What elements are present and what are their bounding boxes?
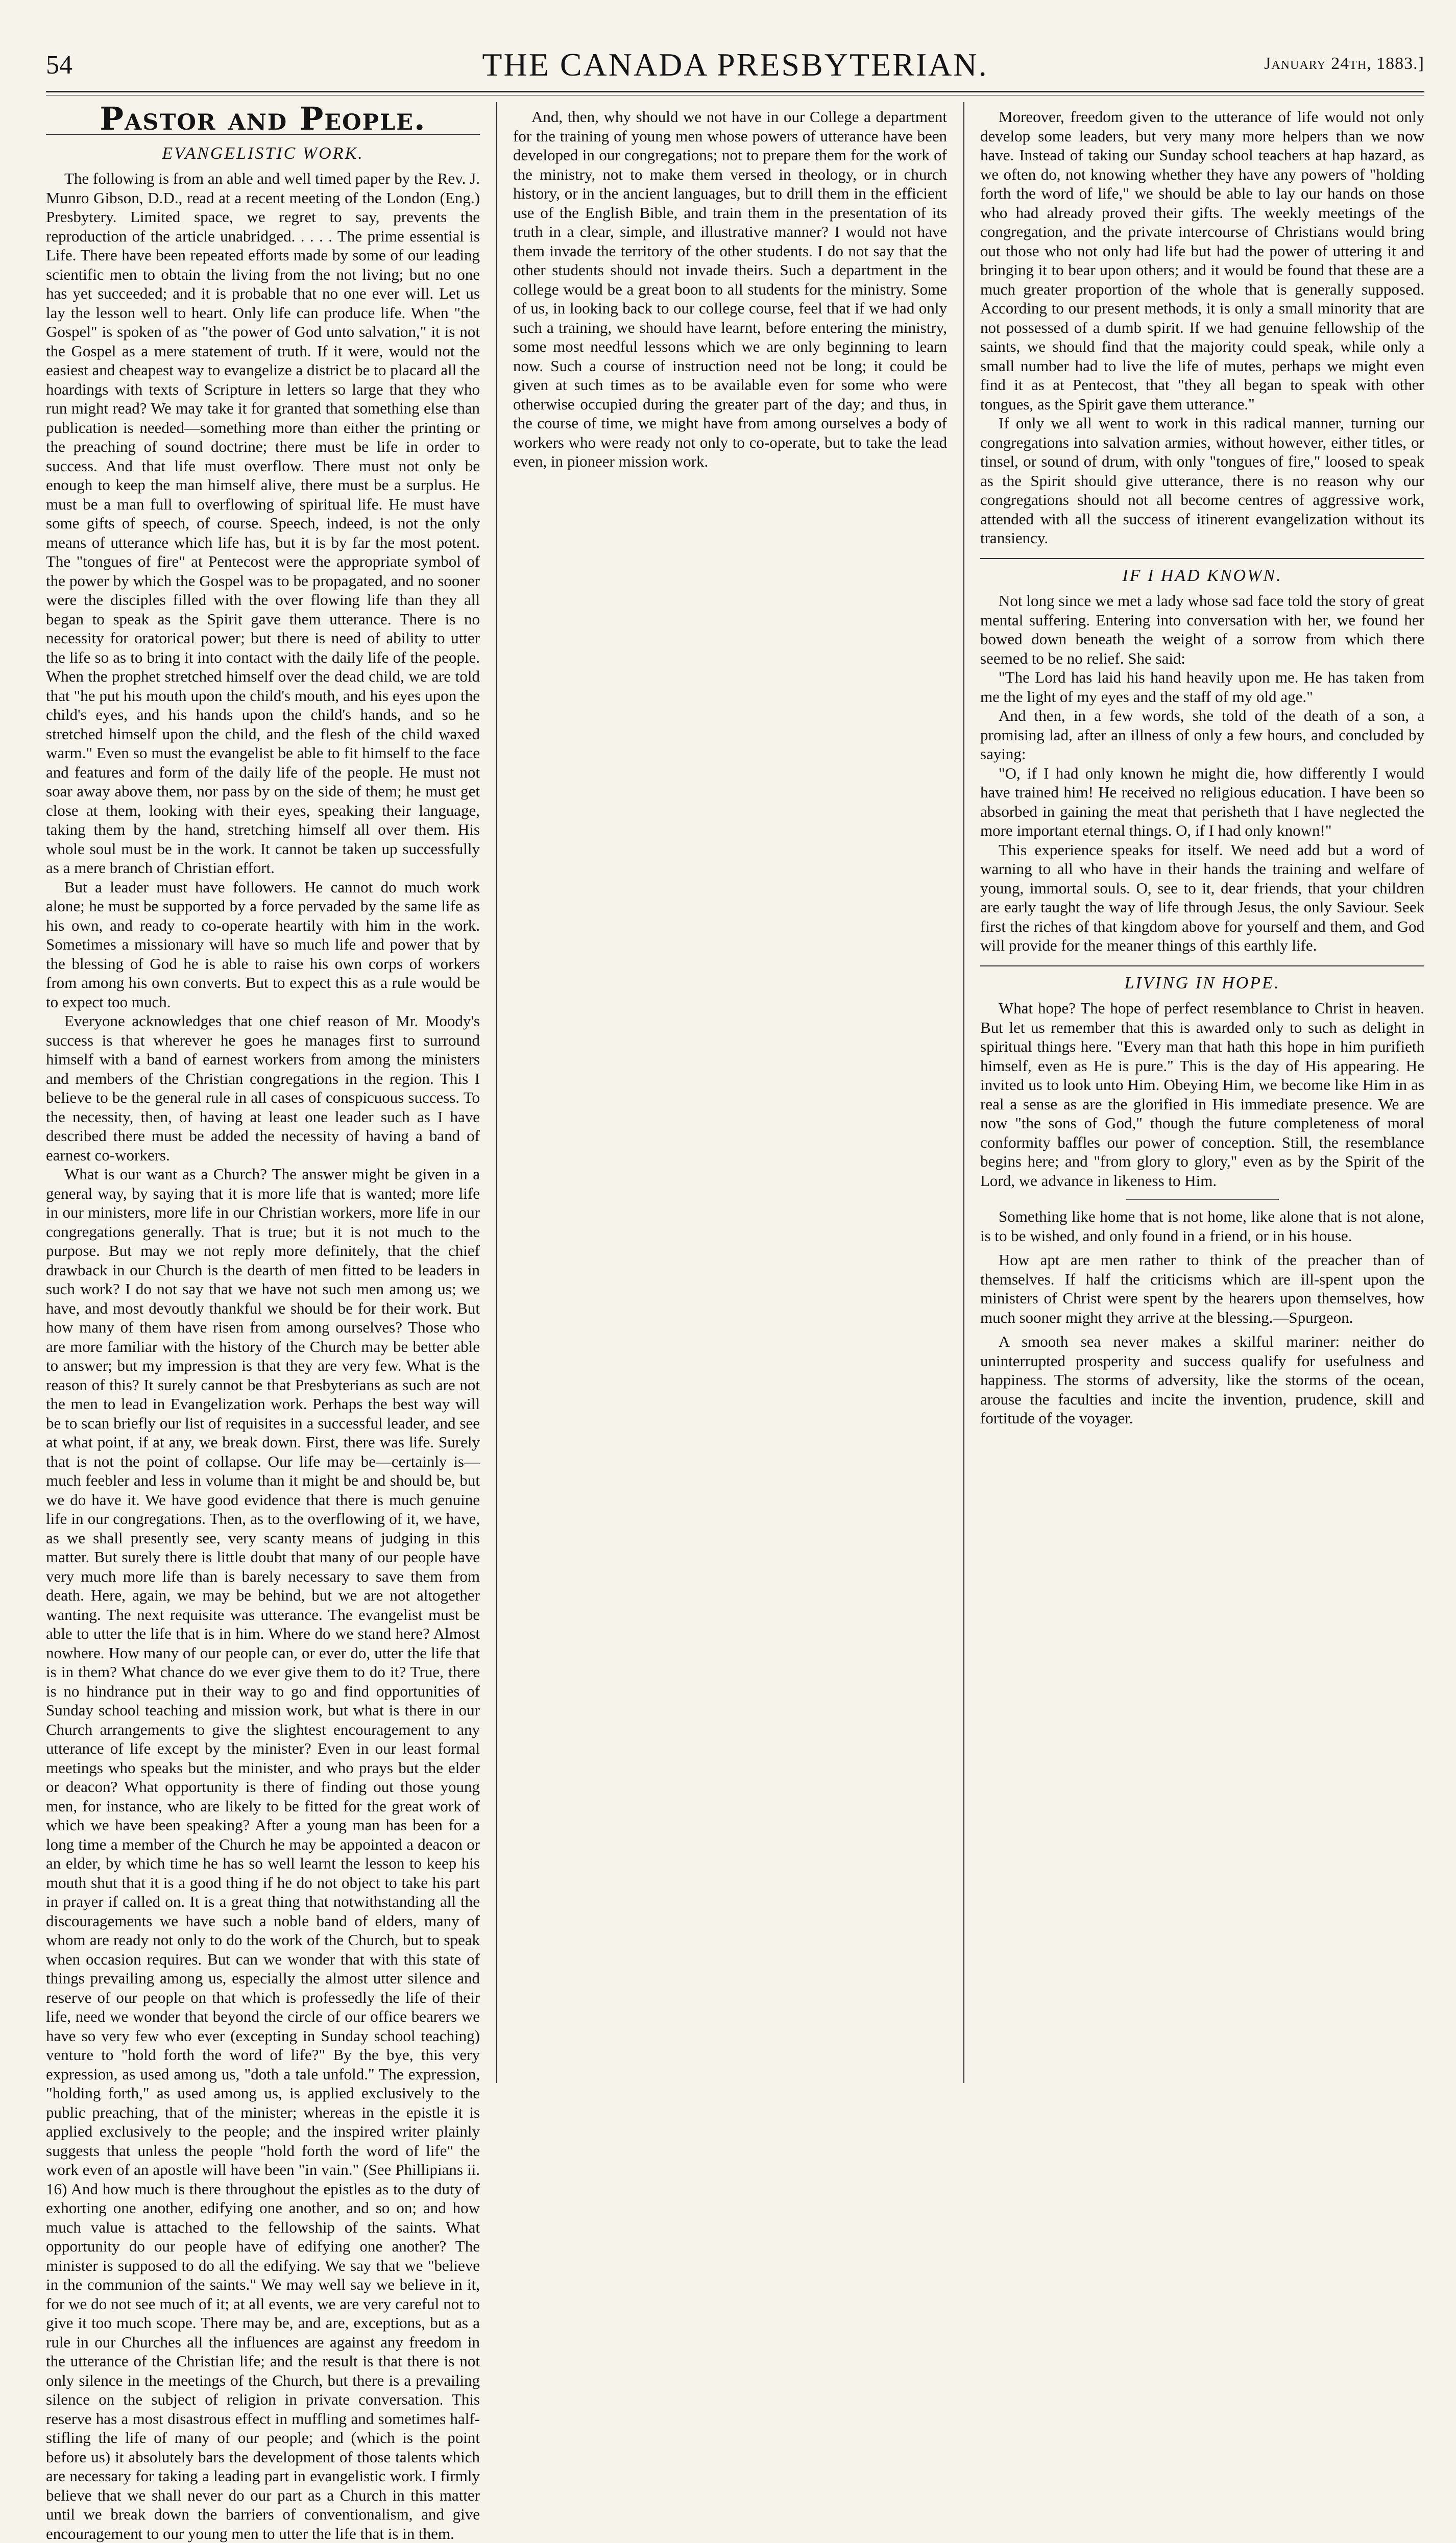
page-number: 54 [46,51,72,80]
header-rule [46,91,1424,92]
paragraph: Moreover, freedom given to the utterance of life would not only develop some leaders, but very many more helpers than we now have. Instead of taking our Sunday school teachers at hap hazard, as we often do, not knowing whether they have any powers of "holding forth the word of life," we should be able to lay our hands on those who had already proved their gifts. The weekly meetings of the congregation, and the private intercourse of Christians would bring out those who not only had life but had the power of uttering it and bringing it to bear upon others; and it would be found that these are a much greater proportion of the whole that is generally supposed. According to our present methods, it is only a small minority that are not possessed of a dumb spirit. If we had genuine fellowship of the saints, we should find that the majority could speak, while only a small number had to live the life of mutes, perhaps we might even find it as at Pentecost, that "they all began to speak with other tongues, as the Spirit gave them utterance." [980,108,1424,413]
separator [1126,1199,1279,1200]
filler-item: Something like home that is not home, like alone that is not alone, is to be wished, and only found in a friend, or in his house. [980,1207,1424,1245]
filler-item: A smooth sea never makes a skilful mariner: neither do uninterrupted prosperity and success qualify for usefulness and happiness. The storms of adversity, like the storms of the ocean, arouse the faculties and incite the invention, prudence, skill and fortitude of the voyager. [980,1333,1424,1427]
paragraph: What hope? The hope of perfect resemblance to Christ in heaven. But let us remember that this is awarded only to such as delight in spiritual things here. "Every man that hath this hope in him purifieth himself, even as He is pure." This is the day of His appearing. He invited us to look unto Him. Obeying Him, we become like Him in as real a sense as are the glorified in His immediate presence. We are now "the sons of God," though the future completeness of moral conformity baffles our power of conception. Still, the resemblance begins here; and "from glory to glory," even as by the Spirit of the Lord, we advance in likeness to Him. [980,999,1424,1190]
article-title-evangelistic: EVANGELISTIC WORK. [162,143,364,163]
issue-date: January 24th, 1883.] [1264,54,1424,73]
column-divider [963,102,964,2083]
paragraph: What is our want as a Church? The answer might be given in a general way, by saying that it is more life that is wanted; more life in our ministers, more life in our Christian workers, more life in our congregations generally. That is true; but it is not much to the purpose. But may we not reply more definitely, that the chief drawback in our Church is the dearth of men fitted to be leaders in such work? I do not say that we have not such men among us; we have, and most devoutly thankful we should be for their work. But how many of them have risen from among ourselves? Those who are more familiar with the history of the Church may be better able to answer; but my impression is that they are very few. What is the reason of this? It surely cannot be that Presbyterians as such are not the men to lead in Evangelization work. Perhaps the best way will be to scan briefly our list of requisites in a successful leader, and see at what point, if at any, we break down. First, there was life. Surely that is not the point of collapse. Our life may be—certainly is—much feebler and less in volume than it might be and should be, but we do have it. We have good evidence that there is much genuine life in our congregations. Then, as to the overflowing of it, we have, as we shall presently see, very scanty means of judging in this matter. But surely there is little doubt that many of our people have very much more life than is barely necessary to save them from death. Here, again, we may be behind, but we are not altogether wanting. The next requisite was utterance. The evangelist must be able to utter the life that is in him. Where do we stand here? Almost nowhere. How many of our people can, or ever do, utter the life that is in them? What chance do we ever give them to do it? True, there is no hindrance put in their way to go and find opportunities of Sunday school teaching and mission work, but what is there in our Church arrangements to give the slightest encouragement to any utterance of life except by the minister? Even in our least formal meetings who speaks but the minister, and who prays but the elder or deacon? What opportunity is there of finding out those young men, for instance, who are likely to be fitted for the great work of which we have been speaking? After a young man has been for a long time a member of the Church he may be appointed a deacon or an elder, by which time he has so well learnt the lesson to keep his mouth shut that it is a good thing if he do not object to take his part in prayer if called on. It is a great thing that notwithstanding all the discouragements we have such a noble band of elders, many of whom are ready not only to do the work of the Church, but to speak when occasion requires. But can we wonder that with this state of things prevailing among us, especially the almost utter silence and reserve of our people on that which is professedly the life of their life, need we wonder that beyond the circle of our office bearers we have so very few who ever (excepting in Sunday school teaching) venture to "hold forth the word of life?" By the bye, this very expression, as used among us, "doth a tale unfold." The expression, "holding forth," as used among us, is applied exclusively to the public preaching, that of the minister; whereas in the epistle it is applied exclusively to the people; and the inspired writer plainly suggests that unless the people "hold forth the word of life" the work even of an apostle will have been "in vain." (See Phillipians ii. 16) And how much is there throughout the epistles as to the duty of exhorting one another, edifying one another, and so on; and how much value is attached to the fellowship of the saints. What opportunity do our people have of edifying one another? The minister is supposed to do all the edifying. We say that we "believe in the communion of the saints." We may well say we believe in it, for we do not see much of it; at all events, we are very careful not to give it too much scope. There may be, and are, exceptions, but as a rule in our Churches all the influences are against any freedom in the utterance of the Christian life; and the result is that there is not only silence in the meetings of the Church, but there is a prevailing silence on the subject of religion in private conversation. This reserve has a most disastrous effect in muffling and sometimes half-stifling the life of many of our people; and (which is the point before us) it absolutely bars the development of those talents which are necessary for taking a leading part in evangelistic work. I firmly believe that we shall never do our part as a Church in this matter until we break down the barriers of conventionalism, and give encouragement to our young men to utter the life that is in them. [46,1165,480,2542]
column-1 [46,100,480,2542]
quote: "The Lord has laid his hand heavily upon me. He has taken from me the light of my eyes and the staff of my old age." [980,668,1424,706]
paragraph: And then, in a few words, she told of the death of a son, a promising lad, after an illness of only a few hours, and concluded by saying: [980,707,1424,763]
article-title-living-in-hope: LIVING IN HOPE. [980,965,1424,993]
page-header [46,41,1424,87]
column-3 [980,107,1424,2078]
column-divider [496,102,497,2083]
paragraph: But a leader must have followers. He cannot do much work alone; he must be supported by a force pervaded by the same life as his own, and ready to co-operate heartily with him in the work. Sometimes a missionary will have so much life and power that by the blessing of God he is able to raise his own corps of workers from among his own converts. But to expect this as a rule would be to expect too much. [46,878,480,1011]
filler-item: How apt are men rather to think of the preacher than of themselves. If half the criticisms which are ill-spent upon the ministers of Christ were spent by the hearers upon themselves, how much sooner might they arrive at the blessing.—Spurgeon. [980,1251,1424,1326]
paragraph: Everyone acknowledges that one chief reason of Mr. Moody's success is that wherever he goes he manages first to surround himself with a band of earnest workers from among the ministers and members of the Christian congregations in the region. This I believe to be the general rule in all cases of conspicuous success. To the necessity, then, of having at least one leader such as I have described there must be added the necessity of having a band of earnest co-workers. [46,1012,480,1164]
paragraph: And, then, why should we not have in our College a department for the training of young men whose powers of utterance have been developed in our congregations; not to prepare them for the work of the ministry, not to make them versed in theology, or in church history, or in the ancient languages, but to drill them in the efficient use of the English Bible, and train them in the presentation of its truth in a clear, simple, and illustrative manner? I would not have them invade the territory of the other students. I do not say that the other students should not invade theirs. Such a department in the college would be a great boon to all students for the ministry. Some of us, in looking back to our college course, feel that if we had only such a training, we should have learnt, before entering the ministry, some most needful lessons which we are only beginning to learn now. Such a course of instruction need not be long; it could be given at such times as to be available even for some who were otherwise occupied during the greater part of the day; and thus, in the course of time, we might have from among ourselves a body of workers who were ready not only to co-operate, but to take the lead even, in pioneer mission work. [513,108,947,470]
quote: "O, if I had only known he might die, how differently I would have trained him! He received no religious education. I have been so absorbed in gaining the meat that perisheth that I have neglected the more important eternal things. O, if I had only known!" [980,764,1424,839]
paragraph: The following is from an able and well timed paper by the Rev. J. Munro Gibson, D.D., read at a recent meeting of the London (Eng.) Presbytery. Limited space, we regret to say, prevents the reproduction of the article unabridged. . . . . The prime essential is Life. There have been repeated efforts made by some of our leading scientific men to obtain the living from the not living; but no one has yet succeeded; and it is probable that no one ever will. Let us lay the lesson well to heart. Only life can produce life. When "the Gospel" is spoken of as "the power of God unto salvation," it is not the Gospel as a mere statement of truth. If it were, would not the easiest and cheapest way to evangelize a district be to placard all the hoardings with texts of Scripture in letters so large that they who run might read? We may take it for granted that something else than publication is needed—something more than either the printing or the preaching of sound doctrine; there must be life in order to success. And that life must overflow. There must not only be enough to keep the man himself alive, there must be a surplus. He must be a man full to overflowing of spiritual life. He must have some gifts of speech, of course. Speech, indeed, is not the only means of utterance which life has, but it is by far the most potent. The "tongues of fire" at Pentecost were the appropriate symbol of the power by which the Gospel was to be propagated, and no sooner were the disciples filled with the over flowing life than they all began to speak as the Spirit gave them utterance. There is no necessity for oratorical power; but there is need of ability to utter the life so as to bring it into contact with the daily life of the people. When the prophet stretched himself over the dead child, we are told that "he put his mouth upon the child's mouth, and his eyes upon the child's eyes, and his hands upon the child's hands, and so he stretched himself upon the child, and the flesh of the child waxed warm." Even so must the evangelist be able to fit himself to the face and features and form of the daily life of the people. He must not soar away above them, nor pass by on the side of them; he must get close at them, looking with their eyes, speaking their language, taking them by the hand, stretching himself all over them. His whole soul must be in the work. It cannot be taken up successfully as a mere branch of Christian effort. [46,169,480,877]
column-2 [513,107,947,2078]
department-heading: Pastor and People. [46,109,480,135]
paragraph: This experience speaks for itself. We need add but a word of warning to all who have in their hands the training and welfare of young, immortal souls. O, see to it, dear friends, that your children are early taught the way of life through Jesus, the only Saviour. Seek first the riches of that kingdom above for yourself and them, and God will provide for the meaner things of this earthly life. [980,840,1424,954]
article-title-if-i-had-known: IF I HAD KNOWN. [980,558,1424,586]
masthead: THE CANADA PRESBYTERIAN. [482,46,988,83]
paragraph: Not long since we met a lady whose sad face told the story of great mental suffering. Entering into conversation with her, we found her bowed down beneath the weight of a sorrow from which there seemed to be no relief. She said: [980,592,1424,667]
paragraph: If only we all went to work in this radical manner, turning our congregations into salvation armies, without however, either titles, or tinsel, or sound of drum, with only "tongues of fire," loosed to speak as the Spirit should give utterance, there is no reason why our congregations should not all become centres of aggressive work, attended with all the success of itinerent evangelization without its transiency. [980,414,1424,547]
